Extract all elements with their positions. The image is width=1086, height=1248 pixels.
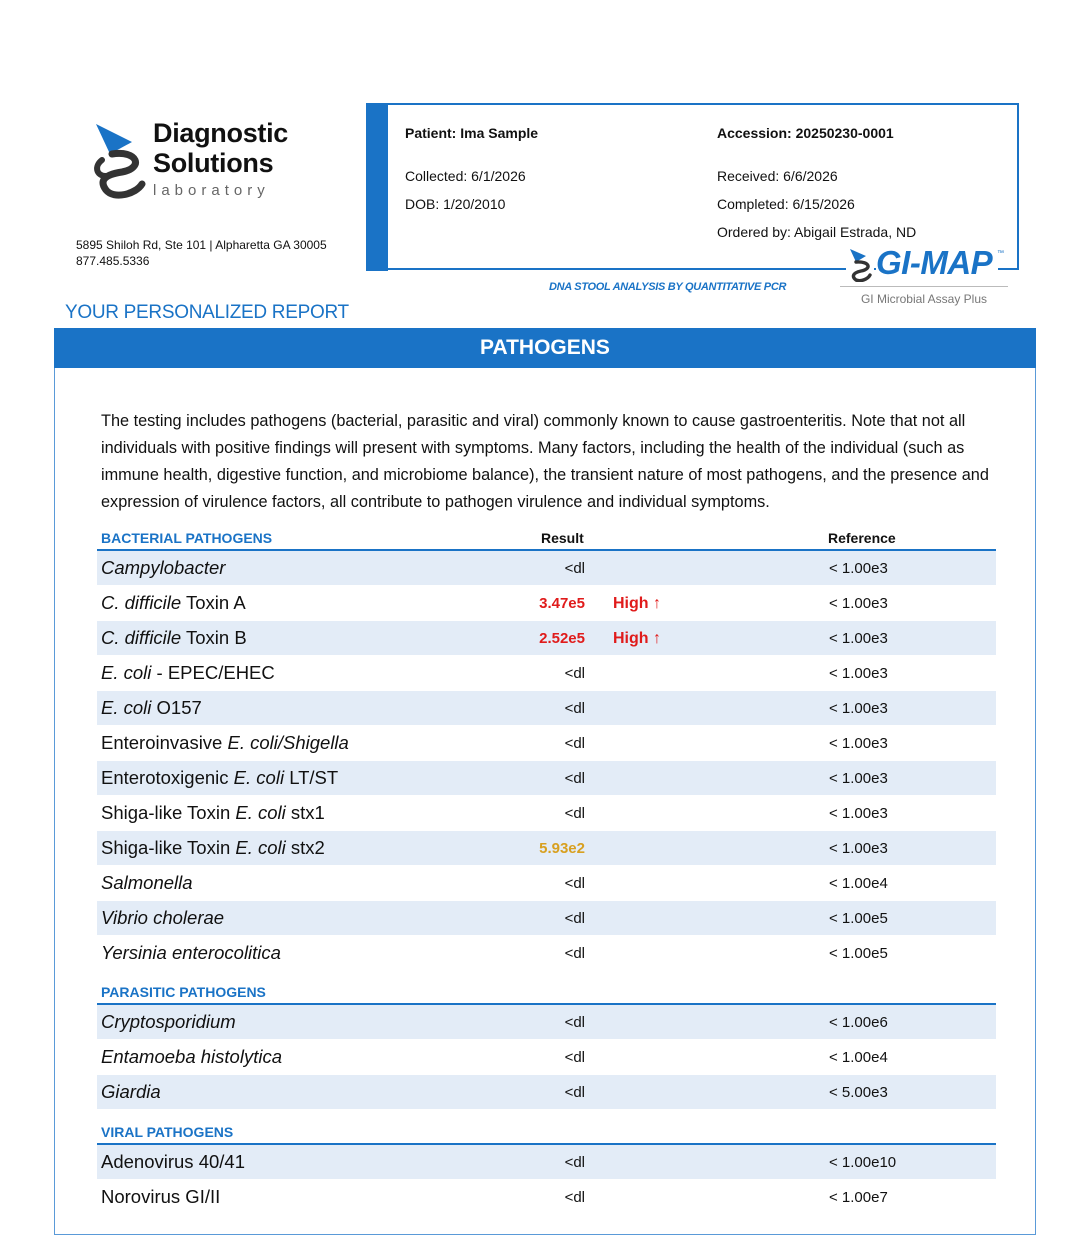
lab-name-sub: laboratory <box>153 182 270 199</box>
collected-date: Collected: 6/1/2026 <box>405 168 526 184</box>
result-value: <dl <box>564 945 585 962</box>
result-column-header: Result <box>541 530 584 546</box>
reference-value: < 1.00e3 <box>829 630 888 647</box>
pathogen-name: E. coli - EPEC/EHEC <box>101 662 275 683</box>
reference-value: < 1.00e5 <box>829 945 888 962</box>
gimap-subtitle: GI Microbial Assay Plus <box>840 286 1008 306</box>
table-row <box>97 691 996 725</box>
gimap-brand: GI-MAP <box>876 244 998 282</box>
result-value: <dl <box>564 560 585 577</box>
result-value: <dl <box>564 1189 585 1206</box>
reference-value: < 1.00e3 <box>829 840 888 857</box>
result-value: <dl <box>564 805 585 822</box>
completed-date: Completed: 6/15/2026 <box>717 196 855 212</box>
table-row <box>97 551 996 585</box>
pathogen-name: C. difficile Toxin A <box>101 592 246 613</box>
pathogen-name: Shiga-like Toxin E. coli stx1 <box>101 802 325 823</box>
reference-value: < 1.00e3 <box>829 770 888 787</box>
pathogen-name: Giardia <box>101 1081 161 1102</box>
pathogen-name: C. difficile Toxin B <box>101 627 247 648</box>
pathogen-name: Norovirus GI/II <box>101 1186 221 1207</box>
reference-value: < 1.00e7 <box>829 1189 888 1206</box>
reference-value: < 1.00e5 <box>829 910 888 927</box>
report-title: YOUR PERSONALIZED REPORT <box>65 302 349 323</box>
high-flag: High ↑ <box>613 630 661 647</box>
table-row <box>97 761 996 795</box>
table-row <box>97 866 996 900</box>
pathogen-name: Vibrio cholerae <box>101 907 225 928</box>
table-row <box>97 726 996 760</box>
received-date: Received: 6/6/2026 <box>717 168 838 184</box>
pathogen-name: Entamoeba histolytica <box>101 1046 282 1067</box>
reference-value: < 1.00e10 <box>829 1154 897 1171</box>
pathogen-name: Campylobacter <box>101 557 226 578</box>
result-value: <dl <box>564 1049 585 1066</box>
table-row <box>97 621 996 655</box>
accession: Accession: 20250230-0001 <box>717 125 894 141</box>
pathogen-name: Enterotoxigenic E. coli LT/ST <box>101 767 339 788</box>
reference-value: < 1.00e3 <box>829 735 888 752</box>
pathogen-name: E. coli O157 <box>101 697 202 718</box>
table-row <box>97 586 996 620</box>
pathogen-name: Yersinia enterocolitica <box>101 942 281 963</box>
reference-value: < 1.00e3 <box>829 560 888 577</box>
reference-value: < 1.00e3 <box>829 805 888 822</box>
result-value: 5.93e2 <box>539 840 585 857</box>
viral-section-title: VIRAL PATHOGENS <box>101 1124 234 1140</box>
patient-name: Patient: Ima Sample <box>405 125 539 141</box>
ordered-by: Ordered by: Abigail Estrada, ND <box>717 224 917 240</box>
pathogen-name: Shiga-like Toxin E. coli stx2 <box>101 837 325 858</box>
lab-logo-icon <box>92 120 146 200</box>
intro-paragraph: The testing includes pathogens (bacterial, parasitic and viral) commonly known to cause gastroenteritis. Note that not all individuals with positive findings will present with symptoms. Many factors, including the health of the individual (such as immune health, digestive function, and microbiome balance), the transient nature of most pathogens, and the presence and expression of virulence factors, all contribute to pathogen virulence and individual symptoms. <box>101 412 989 511</box>
reference-value: < 1.00e4 <box>829 1049 888 1066</box>
result-value: <dl <box>564 700 585 717</box>
gimap-logo-icon <box>846 246 874 282</box>
table-row <box>97 831 996 865</box>
reference-value: < 1.00e6 <box>829 1014 888 1031</box>
table-row <box>97 656 996 690</box>
result-value: <dl <box>564 1154 585 1171</box>
result-value: 2.52e5 <box>539 630 585 647</box>
high-flag: High ↑ <box>613 595 661 612</box>
lab-name: Diagnostic Solutions <box>153 118 289 178</box>
pathogen-name: Enteroinvasive E. coli/Shigella <box>101 732 349 753</box>
result-value: <dl <box>564 735 585 752</box>
patient-info-bar <box>366 103 388 271</box>
result-value: <dl <box>564 665 585 682</box>
pathogen-name: Adenovirus 40/41 <box>101 1151 245 1172</box>
gimap-tm: ™ <box>997 250 1004 257</box>
table-row <box>97 1005 996 1039</box>
dob: DOB: 1/20/2010 <box>405 196 506 212</box>
reference-value: < 1.00e3 <box>829 595 888 612</box>
reference-value: < 1.00e3 <box>829 665 888 682</box>
bacterial-section-title: BACTERIAL PATHOGENS <box>101 530 273 546</box>
result-value: 3.47e5 <box>539 595 585 612</box>
parasitic-section-title: PARASITIC PATHOGENS <box>101 984 266 1000</box>
method-label: DNA STOOL ANALYSIS BY QUANTITATIVE PCR <box>549 281 787 293</box>
reference-value: < 5.00e3 <box>829 1084 888 1101</box>
section-banner: PATHOGENS <box>54 328 1036 368</box>
result-value: <dl <box>564 910 585 927</box>
table-row <box>97 936 996 970</box>
table-row <box>97 1180 996 1214</box>
table-row <box>97 1145 996 1179</box>
table-row <box>97 796 996 830</box>
reference-value: < 1.00e4 <box>829 875 888 892</box>
result-value: <dl <box>564 1084 585 1101</box>
pathogen-name: Salmonella <box>101 872 193 893</box>
table-row <box>97 1075 996 1109</box>
result-value: <dl <box>564 875 585 892</box>
result-value: <dl <box>564 770 585 787</box>
lab-address: 5895 Shiloh Rd, Ste 101 | Alpharetta GA 30005 877.485.5336 <box>76 238 327 268</box>
reference-column-header: Reference <box>828 530 896 546</box>
table-row <box>97 901 996 935</box>
reference-value: < 1.00e3 <box>829 700 888 717</box>
result-value: <dl <box>564 1014 585 1031</box>
pathogen-name: Cryptosporidium <box>101 1011 236 1032</box>
table-row <box>97 1040 996 1074</box>
